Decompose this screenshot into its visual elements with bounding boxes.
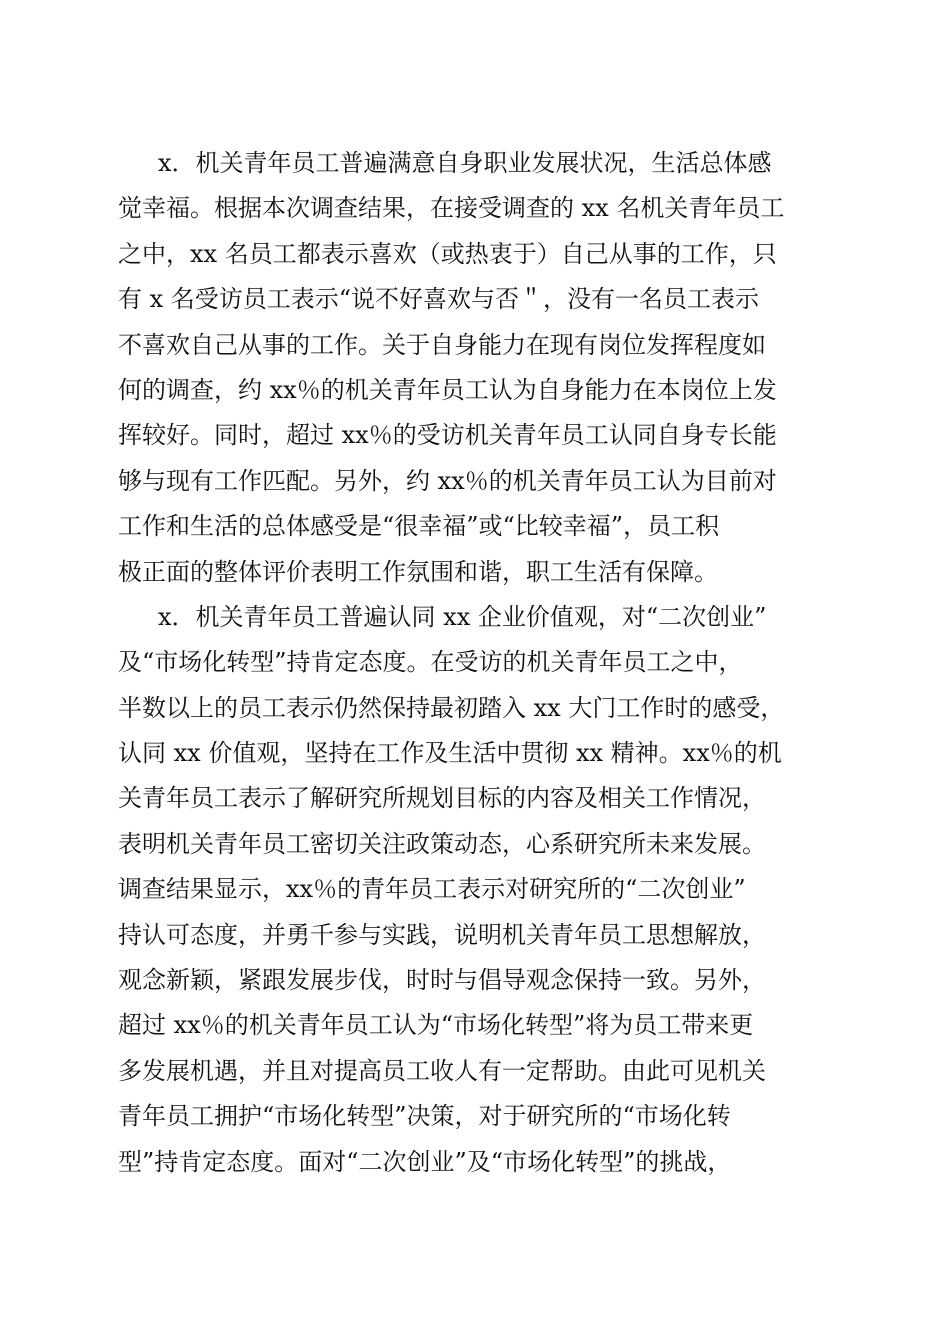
paragraph-line: 半数以上的员工表示仍然保持最初踏入 xx 大门工作时的感受， <box>118 693 785 722</box>
paragraph-line: x．机关青年员工普遍满意自身职业发展状况，生活总体感 <box>158 149 772 177</box>
paragraph-line: 工作和生活的总体感受是“很幸福”或“比较幸福”，员工积 <box>118 512 720 541</box>
paragraph-line: 及“市场化转型”持肯定态度。在受访的机关青年员工之中， <box>118 648 743 677</box>
paragraph-line: x．机关青年员工普遍认同 xx 企业价值观，对“二次创业” <box>158 602 767 631</box>
paragraph-line: 多发展机遇，并且对提高员工收人有一定帮助。由此可见机关 <box>118 1056 766 1085</box>
paragraph-line: 不喜欢自己从事的工作。关于自身能力在现有岗位发挥程度如 <box>118 330 766 359</box>
paragraph-line: 型”持肯定态度。面对“二次创业”及“市场化转型”的挑战， <box>118 1147 732 1176</box>
paragraph-line: 极正面的整体评价表明工作氛围和谐，职工生活有保障。 <box>118 557 718 586</box>
paragraph-line: 之中，xx 名员工都表示喜欢（或热衷于）自己从事的工作，只 <box>118 239 777 268</box>
paragraph-line: 超过 xx％的机关青年员工认为“市场化转型”将为员工带来更 <box>118 1011 754 1040</box>
paragraph-line: 调查结果显示，xx％的青年员工表示对研究所的“二次创业” <box>118 875 746 904</box>
paragraph-line: 挥较好。同时，超过 xx％的受访机关青年员工认同自身专长能 <box>118 421 777 450</box>
paragraph-line: 够与现有工作匹配。另外，约 xx％的机关青年员工认为目前对 <box>118 466 777 495</box>
paragraph-line: 青年员工拥护“市场化转型”决策，对于研究所的“市场化转 <box>118 1102 731 1131</box>
paragraph-line: 观念新颖，紧跟发展步伐，时时与倡导观念保持一致。另外， <box>118 966 766 995</box>
paragraph-line: 关青年员工表示了解研究所规划目标的内容及相关工作情况， <box>118 784 766 813</box>
paragraph-line: 觉幸福。根据本次调查结果，在接受调查的 xx 名机关青年员工 <box>118 194 785 223</box>
paragraph-line: 持认可态度，并勇千参与实践，说明机关青年员工思想解放， <box>118 920 766 949</box>
body-text <box>118 141 838 1185</box>
paragraph-line: 何的调查，约 xx％的机关青年员工认为自身能力在本岗位上发 <box>118 375 777 404</box>
paragraph-2 <box>118 595 838 1185</box>
paragraph-1 <box>118 141 838 595</box>
paragraph-line: 认同 xx 价值观，坚持在工作及生活中贯彻 xx 精神。xx％的机 <box>118 739 782 768</box>
paragraph-line: 有 x 名受访员工表示“说不好喜欢与否＂，没有一名员工表示 <box>118 285 760 314</box>
paragraph-line: 表明机关青年员工密切关注政策动态，心系研究所未来发展。 <box>118 829 766 858</box>
